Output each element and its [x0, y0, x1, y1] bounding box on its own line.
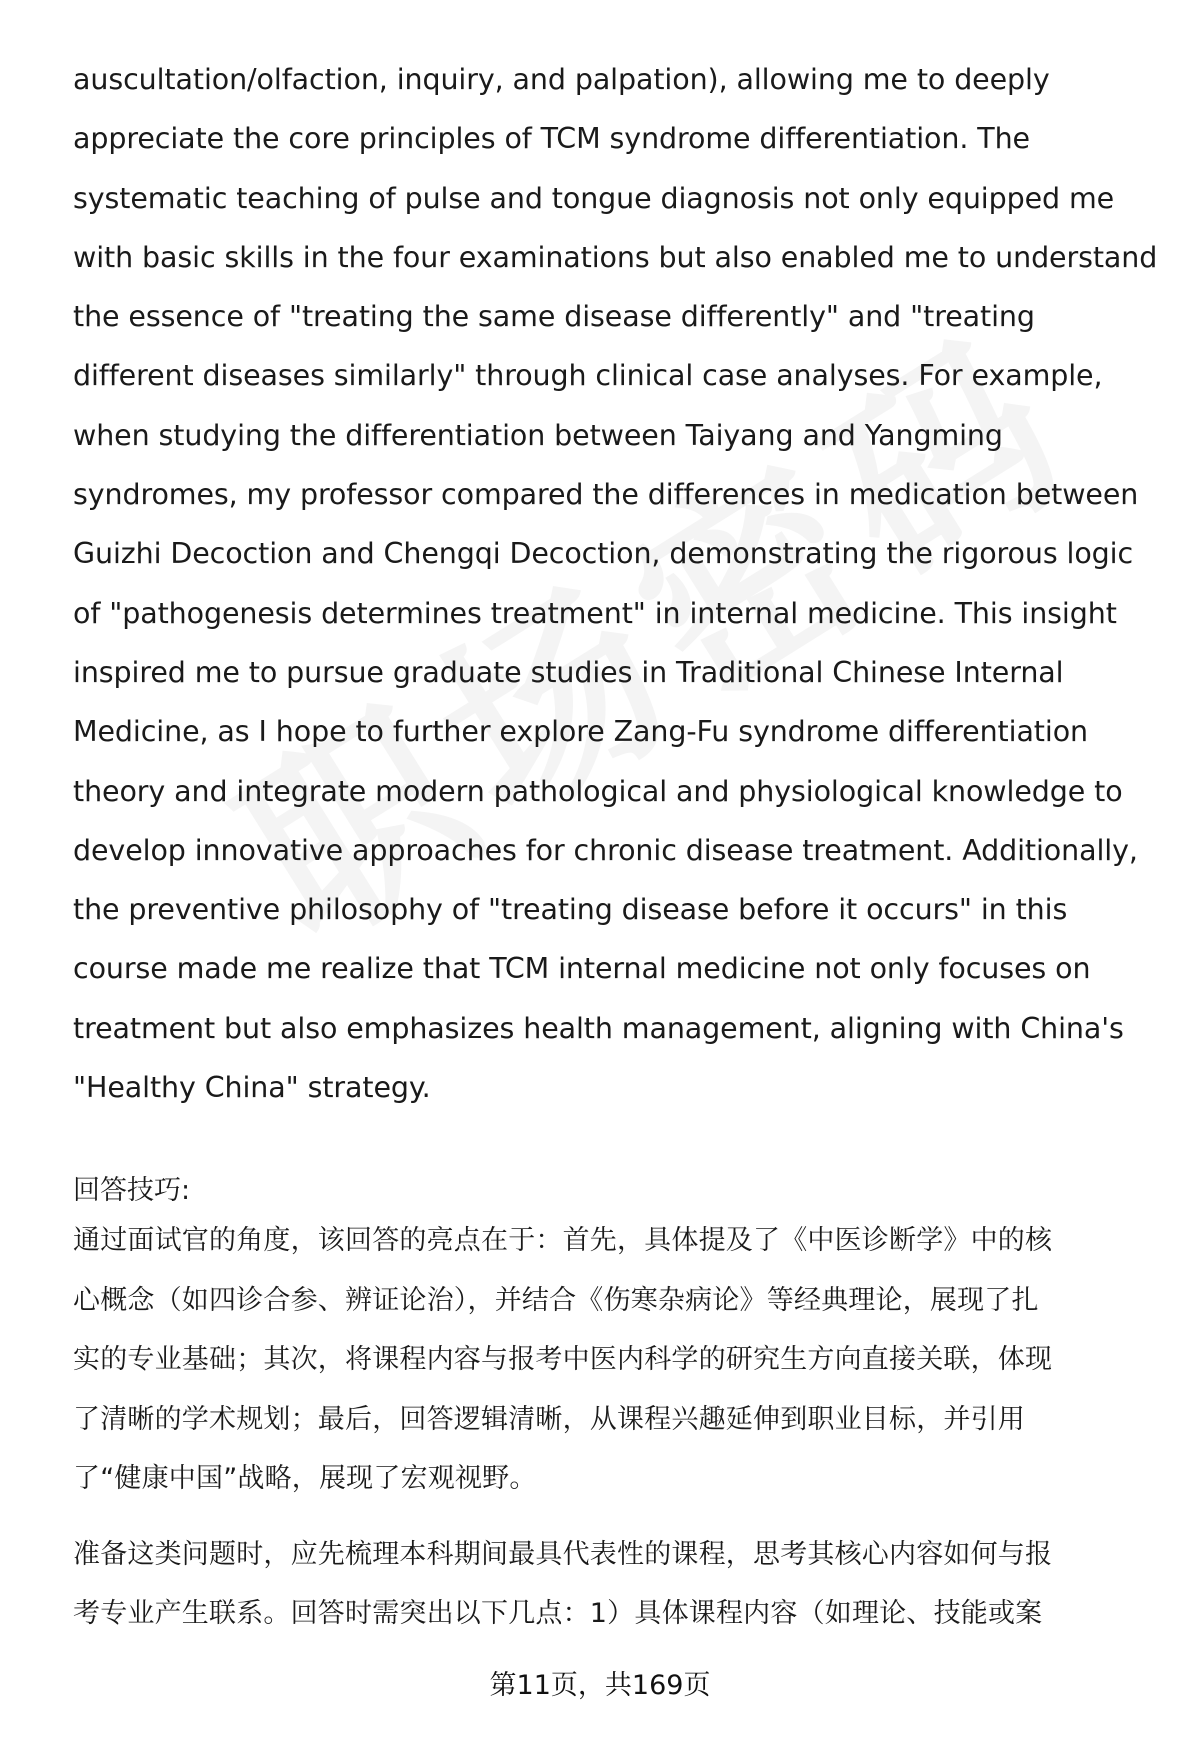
text-line: the essence of "treating the same disease differently" and "treating [73, 300, 1035, 334]
text-line: with basic skills in the four examinations but also enabled me to understand [73, 240, 1158, 274]
preparation-paragraph [73, 1525, 1158, 1644]
text-line: of "pathogenesis determines treatment" in internal medicine. This insight [73, 596, 1117, 630]
text-line: 考专业产生联系。回答时需突出以下几点：1）具体课程内容（如理论、技能或案 [73, 1598, 1043, 1630]
text-line: 通过面试官的角度，该回答的亮点在于：首先，具体提及了《中医诊断学》中的核 [73, 1225, 1053, 1257]
text-line: systematic teaching of pulse and tongue diagnosis not only equipped me [73, 181, 1115, 215]
page-number: 第11页，共169页 [489, 1670, 711, 1701]
text-line: course made me realize that TCM internal medicine not only focuses on [73, 952, 1091, 986]
text-line: Medicine, as I hope to further explore Zang-Fu syndrome differentiation [73, 715, 1089, 749]
text-line: appreciate the core principles of TCM syndrome differentiation. The [73, 122, 1030, 156]
text-line: 准备这类问题时，应先梳理本科期间最具代表性的课程，思考其核心内容如何与报 [73, 1538, 1053, 1570]
text-line: 了清晰的学术规划；最后，回答逻辑清晰，从课程兴趣延伸到职业目标，并引用 [73, 1403, 1025, 1435]
text-line: develop innovative approaches for chronic disease treatment. Additionally, [73, 833, 1138, 867]
text-line: different diseases similarly" through clinical case analyses. For example, [73, 359, 1103, 393]
text-line: auscultation/olfaction, inquiry, and palpation), allowing me to deeply [73, 63, 1050, 96]
page-content [73, 50, 1158, 1644]
text-line: theory and integrate modern pathological and physiological knowledge to [73, 774, 1123, 808]
text-line: Guizhi Decoction and Chengqi Decoction, demonstrating the rigorous logic [73, 537, 1134, 571]
text-line: 实的专业基础；其次，将课程内容与报考中医内科学的研究生方向直接关联，体现 [73, 1344, 1053, 1376]
english-answer-paragraph [73, 50, 1158, 1117]
text-line: 心概念（如四诊合参、辨证论治），并结合《伤寒杂病论》等经典理论，展现了扎 [73, 1284, 1039, 1316]
tips-heading: 回答技巧: [73, 1175, 191, 1207]
text-line: when studying the differentiation between Taiyang and Yangming [73, 418, 1003, 452]
text-line: syndromes, my professor compared the differences in medication between [73, 478, 1139, 512]
text-line: treatment but also emphasizes health management, aligning with China's [73, 1011, 1124, 1045]
tips-paragraph [73, 1211, 1158, 1509]
text-line: inspired me to pursue graduate studies in Traditional Chinese Internal [73, 655, 1064, 689]
text-line: "Healthy China" strategy. [73, 1071, 431, 1105]
text-line: 了“健康中国”战略，展现了宏观视野。 [73, 1463, 537, 1495]
text-line: the preventive philosophy of "treating disease before it occurs" in this [73, 893, 1068, 927]
